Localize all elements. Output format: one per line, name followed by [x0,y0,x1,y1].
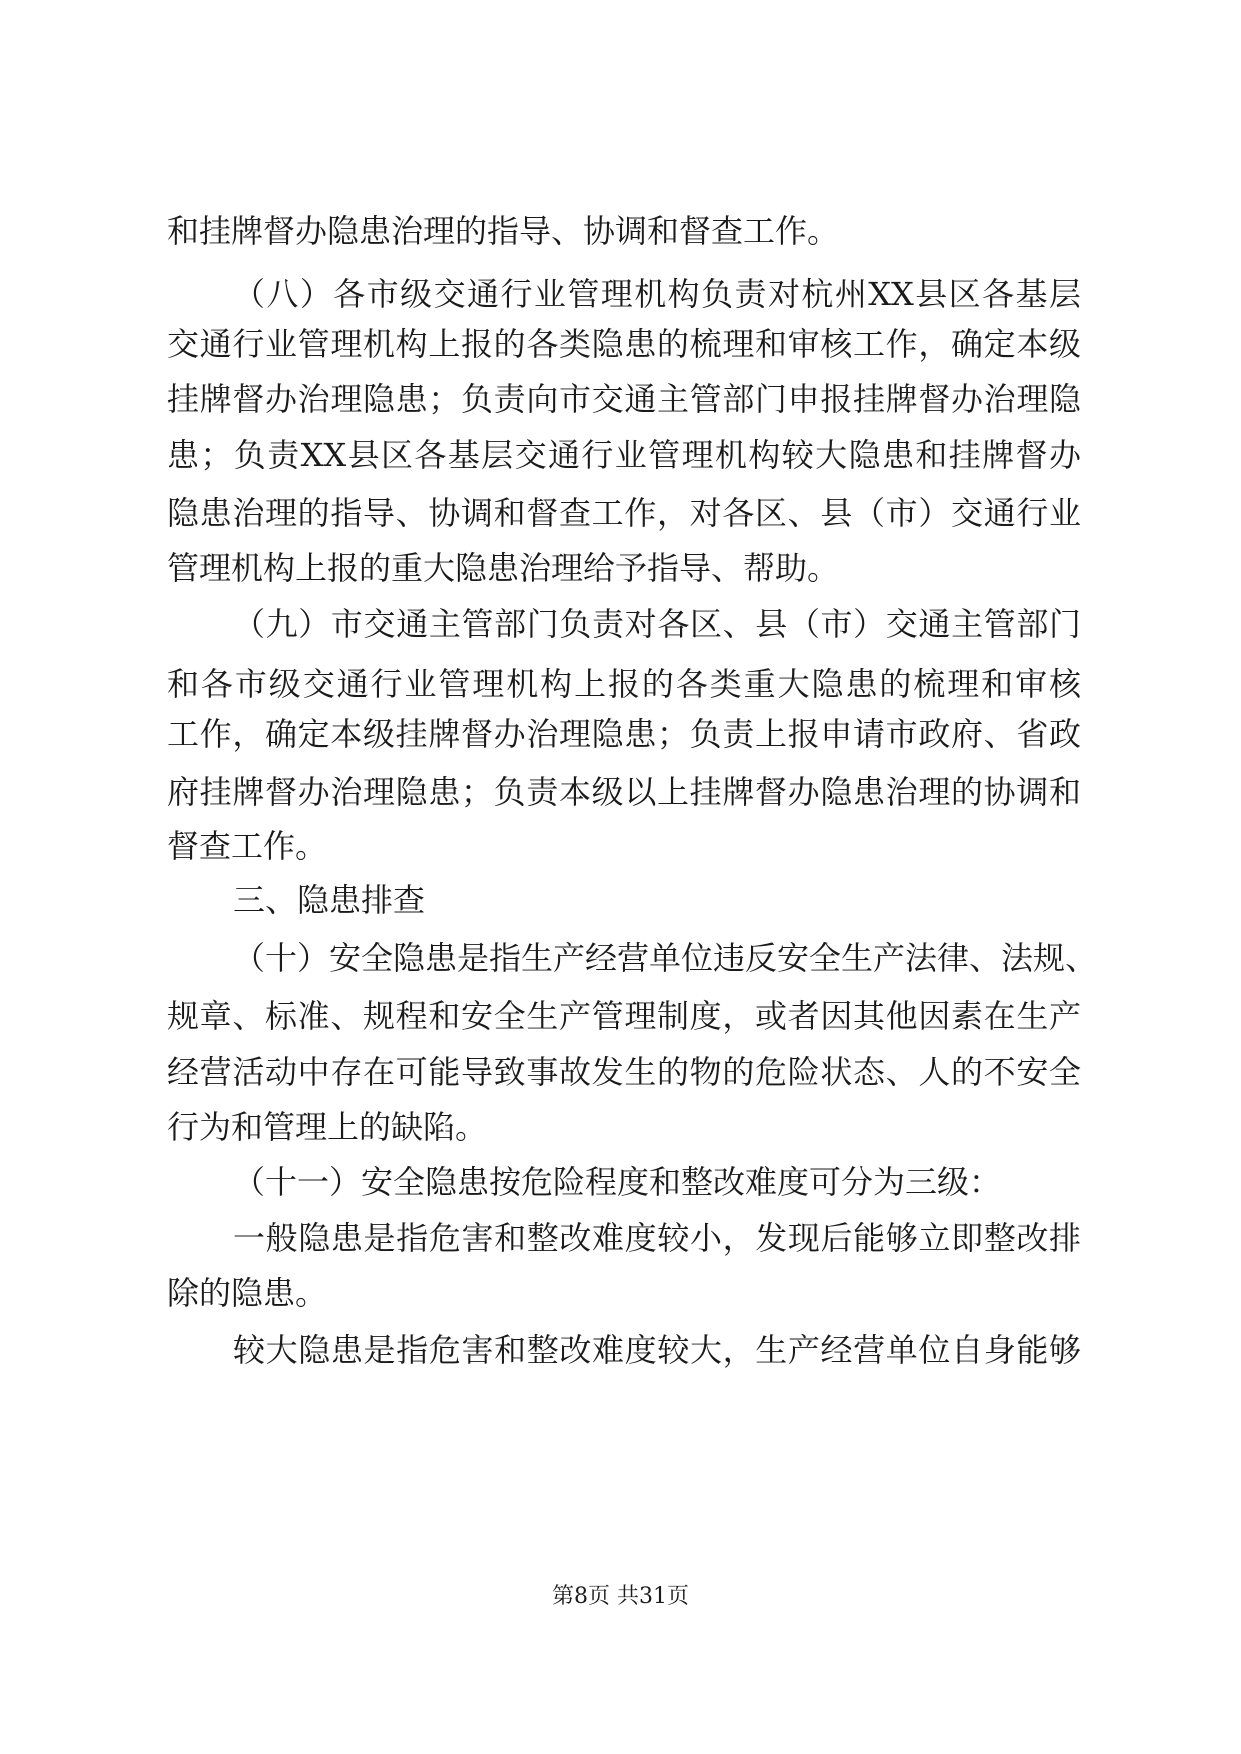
text-line: （十一）安全隐患按危险程度和整改难度可分为三级： [233,1163,1002,1201]
text-line: 患；负责XX县区各基层交通行业管理机构较大隐患和挂牌督办 [167,436,1081,474]
text-line: 规章、标准、规程和安全生产管理制度，或者因其他因素在生产 [167,997,1081,1035]
text-line: （八）各市级交通行业管理机构负责对杭州XX县区各基层 [233,275,1081,313]
text-line: 经营活动中存在可能导致事故发生的物的危险状态、人的不安全 [167,1053,1081,1091]
text-line: （九）市交通主管部门负责对各区、县（市）交通主管部门 [233,605,1081,643]
text-line: 管理机构上报的重大隐患治理给予指导、帮助。 [167,549,840,587]
text-line: 工作，确定本级挂牌督办治理隐患；负责上报申请市政府、省政 [167,715,1081,753]
text-line: 隐患治理的指导、协调和督查工作，对各区、县（市）交通行业 [167,494,1081,532]
text-line: 和各市级交通行业管理机构上报的各类重大隐患的梳理和审核 [167,665,1081,703]
text-line: （十）安全隐患是指生产经营单位违反安全生产法律、法规、 [233,939,1098,977]
text-line: 一般隐患是指危害和整改难度较小，发现后能够立即整改排 [233,1219,1081,1257]
text-line: 较大隐患是指危害和整改难度较大，生产经营单位自身能够 [233,1331,1081,1369]
text-line: 和挂牌督办隐患治理的指导、协调和督查工作。 [167,212,840,250]
text-line: 交通行业管理机构上报的各类隐患的梳理和审核工作，确定本级 [167,325,1081,363]
text-line: 督查工作。 [167,827,328,865]
text-line: 除的隐患。 [167,1274,328,1312]
page-number-footer: 第8页 共31页 [552,1584,689,1609]
text-line: 府挂牌督办治理隐患；负责本级以上挂牌督办隐患治理的协调和 [167,773,1081,811]
text-line: 挂牌督办治理隐患；负责向市交通主管部门申报挂牌督办治理隐 [167,380,1081,418]
section-heading: 三、隐患排查 [233,881,426,919]
text-line: 行为和管理上的缺陷。 [167,1108,488,1146]
